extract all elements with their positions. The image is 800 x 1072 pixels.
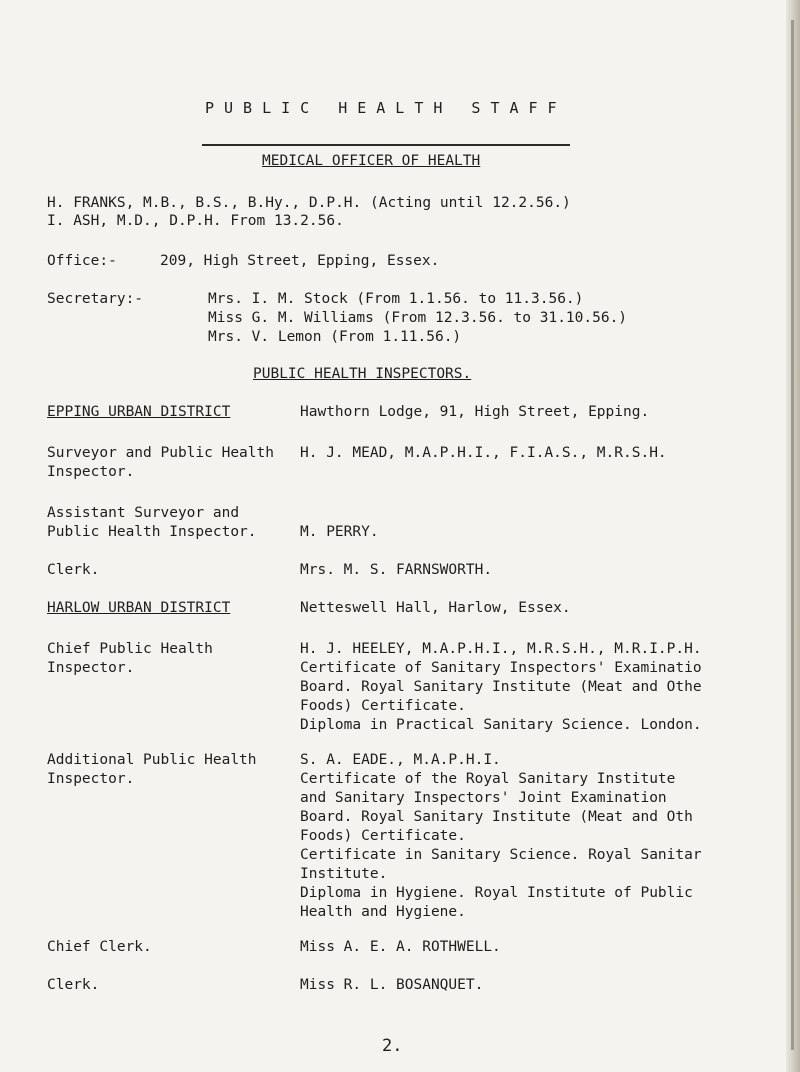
secretary-entry: Miss G. M. Williams (From 12.3.56. to 31.10.56.) <box>208 310 628 326</box>
role-text: Clerk. <box>47 977 100 993</box>
epping-address: Hawthorn Lodge, 91, High Street, Epping. <box>300 404 650 420</box>
epping-officer <box>300 561 492 580</box>
officer-text: Certificate in Sanitary Science. Royal Sanitar <box>300 847 702 863</box>
page-edge-shadow <box>791 20 794 1050</box>
epping-officer <box>300 444 667 463</box>
epping-role <box>47 561 99 580</box>
moh-heading: MEDICAL OFFICER OF HEALTH <box>262 153 481 169</box>
epping-role <box>47 504 257 542</box>
officer-text: Miss A. E. A. ROTHWELL. <box>300 939 501 955</box>
epping-officer <box>300 523 379 542</box>
role-text: Assistant Surveyor and <box>47 505 240 521</box>
office-label: Office:- <box>47 253 117 269</box>
officer-text: H. J. HEELEY, M.A.P.H.I., M.R.S.H., M.R.I.P.H. <box>300 641 702 657</box>
officer-text: Institute. <box>300 866 388 882</box>
secretary-entry: Mrs. I. M. Stock (From 1.1.56. to 11.3.56.) <box>208 291 584 307</box>
role-text: Chief Clerk. <box>47 939 152 955</box>
harlow-district-heading: HARLOW URBAN DISTRICT <box>47 600 231 616</box>
secretary-entry: Mrs. V. Lemon (From 1.11.56.) <box>208 329 462 345</box>
role-text: Public Health Inspector. <box>47 524 257 540</box>
role-text: Inspector. <box>47 771 135 787</box>
harlow-role <box>47 976 99 995</box>
role-text: Chief Public Health <box>47 641 213 657</box>
officer-text: H. J. MEAD, M.A.P.H.I., F.I.A.S., M.R.S.H. <box>300 445 667 461</box>
role-text: Surveyor and Public Health <box>47 445 274 461</box>
role-text: Inspector. <box>47 660 135 676</box>
role-text: Clerk. <box>47 562 100 578</box>
phi-heading: PUBLIC HEALTH INSPECTORS. <box>253 366 472 382</box>
officer-text: Miss R. L. BOSANQUET. <box>300 977 484 993</box>
harlow-role <box>47 640 213 678</box>
officer-text: S. A. EADE., M.A.P.H.I. <box>300 752 501 768</box>
officer-text: Mrs. M. S. FARNSWORTH. <box>300 562 493 578</box>
epping-district-heading: EPPING URBAN DISTRICT <box>47 404 231 420</box>
officer-text: M. PERRY. <box>300 524 379 540</box>
title-rule <box>202 144 570 146</box>
role-text: Additional Public Health <box>47 752 257 768</box>
officer-text: Board. Royal Sanitary Institute (Meat and Othe <box>300 679 702 695</box>
officer-text: Foods) Certificate. <box>300 828 466 844</box>
officer-text: Certificate of the Royal Sanitary Institute <box>300 771 676 787</box>
harlow-address: Netteswell Hall, Harlow, Essex. <box>300 600 571 616</box>
officer-text: Foods) Certificate. <box>300 698 466 714</box>
officer-text: and Sanitary Inspectors' Joint Examination <box>300 790 667 806</box>
page-number: 2. <box>382 1036 403 1056</box>
secretary-label: Secretary:- <box>47 291 144 307</box>
officer-text: Board. Royal Sanitary Institute (Meat and Oth <box>300 809 693 825</box>
harlow-role <box>47 751 257 789</box>
harlow-officer <box>300 640 702 735</box>
officer-text: Diploma in Hygiene. Royal Institute of Public <box>300 885 693 901</box>
role-text: Inspector. <box>47 464 135 480</box>
officer-text: Certificate of Sanitary Inspectors' Examinatio <box>300 660 702 676</box>
harlow-role <box>47 938 152 957</box>
moh-line-2: I. ASH, M.D., D.P.H. From 13.2.56. <box>47 213 344 229</box>
harlow-officer <box>300 976 483 995</box>
officer-text: Diploma in Practical Sanitary Science. London. <box>300 717 702 733</box>
officer-text: Health and Hygiene. <box>300 904 466 920</box>
moh-line-1: H. FRANKS, M.B., B.S., B.Hy., D.P.H. (Acting until 12.2.56.) <box>47 195 571 211</box>
page-title: PUBLIC HEALTH STAFF <box>205 99 567 117</box>
epping-role <box>47 444 274 482</box>
harlow-officer <box>300 751 702 922</box>
harlow-officer <box>300 938 501 957</box>
office-address: 209, High Street, Epping, Essex. <box>160 253 440 269</box>
